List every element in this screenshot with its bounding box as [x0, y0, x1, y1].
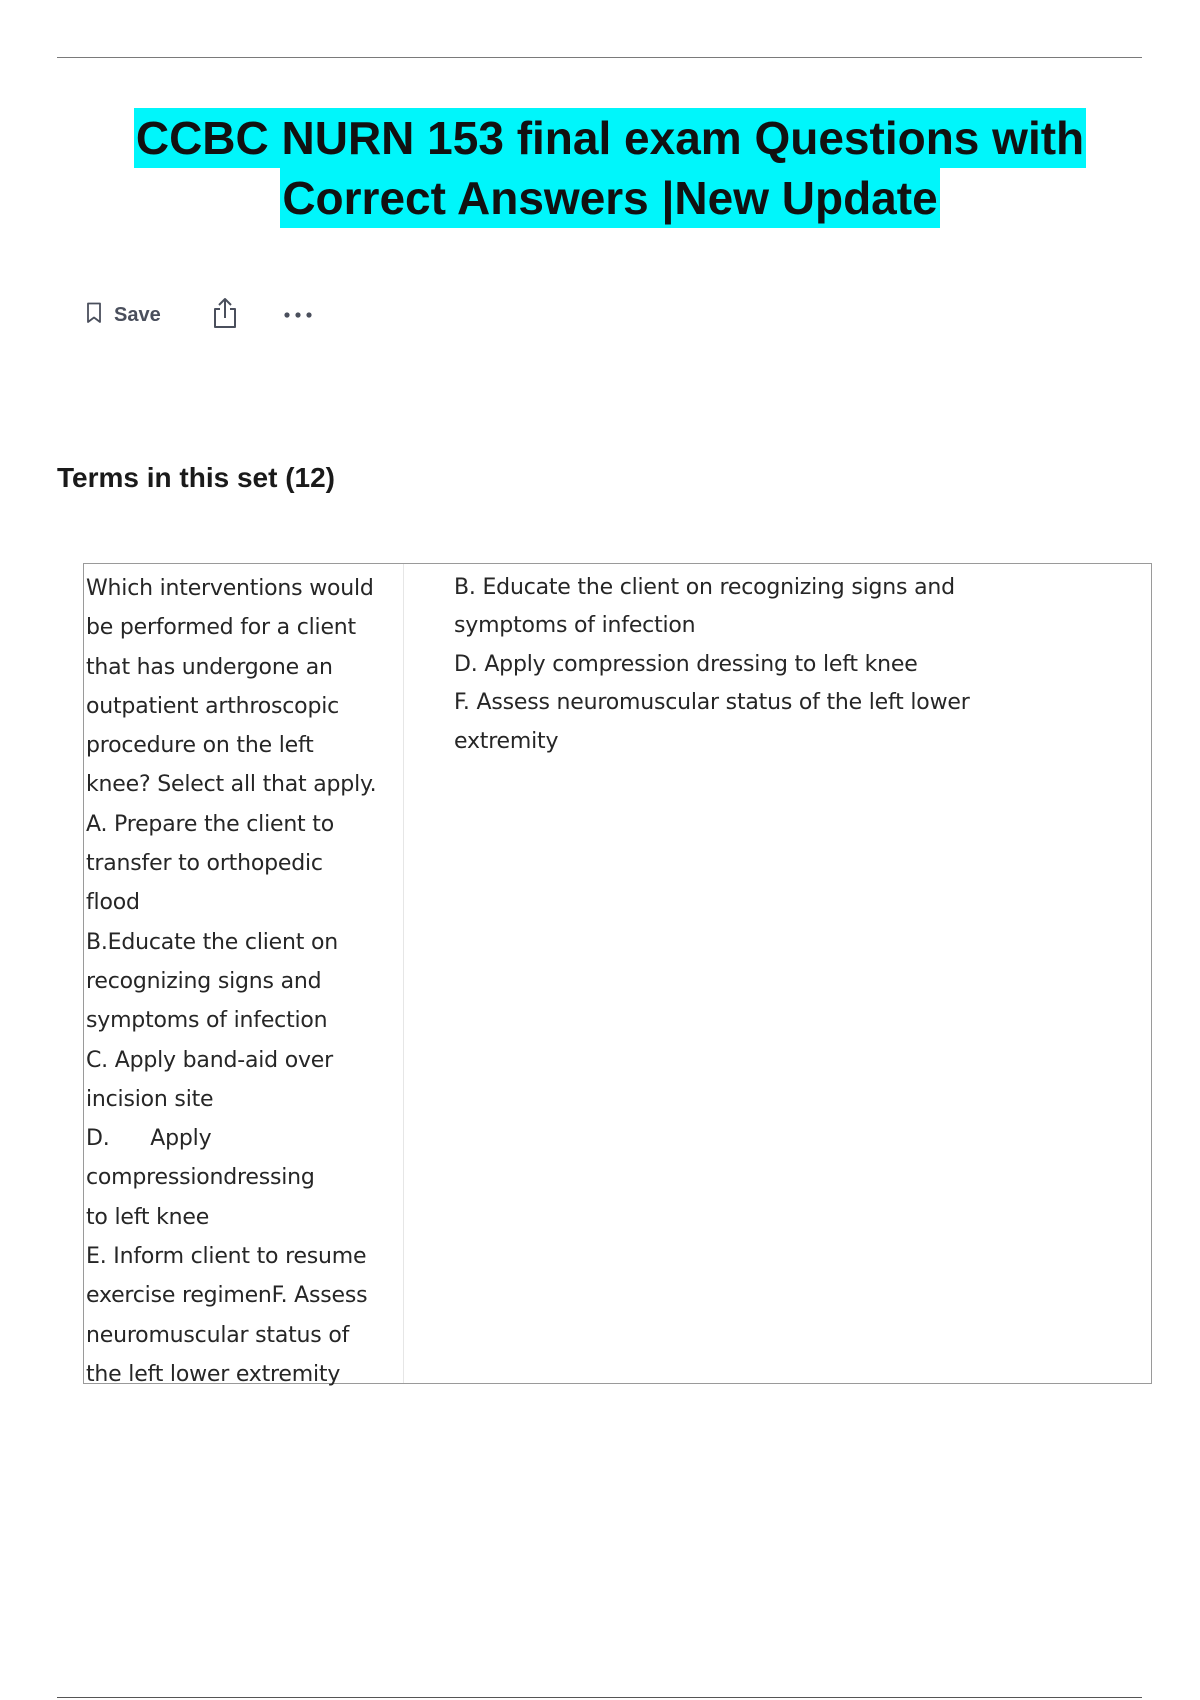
term-card	[83, 563, 1152, 1387]
share-icon	[211, 297, 239, 334]
document-title	[0, 108, 1200, 228]
term-line: flood	[86, 890, 140, 916]
term-line: procedure on the left	[86, 733, 314, 759]
bottom-divider	[57, 1697, 1142, 1698]
term-line: recognizing signs and	[86, 968, 322, 994]
more-options-button[interactable]	[283, 306, 323, 324]
title-line-1: CCBC NURN 153 final exam Questions with	[134, 108, 1086, 168]
term-line: B.Educate the client on	[86, 929, 338, 955]
share-button[interactable]	[211, 297, 283, 334]
definition-line: B. Educate the client on recognizing signs and	[454, 575, 955, 600]
set-toolbar	[86, 295, 323, 335]
save-label: Save	[114, 303, 161, 326]
title-line-2: Correct Answers |New Update	[280, 168, 939, 228]
term-line: C. Apply band-aid over	[86, 1047, 333, 1073]
bookmark-icon	[86, 302, 102, 329]
term-line: be performed for a client	[86, 615, 356, 641]
term-line: D. Apply	[86, 1126, 212, 1152]
term-line: transfer to orthopedic	[86, 851, 323, 877]
term-answer	[404, 564, 1151, 1383]
term-line: exercise regimenF. Assess	[86, 1283, 368, 1309]
term-line: Which interventions would	[86, 576, 374, 601]
term-line: E. Inform client to resume	[86, 1244, 367, 1270]
term-line: neuromuscular status of	[86, 1322, 350, 1348]
term-line: compressiondressing	[86, 1165, 315, 1191]
definition-line: extremity	[454, 728, 559, 754]
definition-line: symptoms of infection	[454, 613, 696, 639]
term-line: to left knee	[86, 1204, 210, 1230]
term-line: knee? Select all that apply.	[86, 772, 377, 798]
term-question	[84, 564, 404, 1387]
term-line: symptoms of infection	[86, 1008, 328, 1034]
term-line: A. Prepare the client to	[86, 811, 334, 837]
definition-line: D. Apply compression dressing to left knee	[454, 651, 918, 677]
term-line: that has undergone an	[86, 654, 333, 680]
top-divider	[57, 57, 1142, 58]
term-line: the left lower extremity	[86, 1361, 341, 1387]
term-line: incision site	[86, 1086, 214, 1112]
more-icon	[283, 306, 313, 324]
term-line: outpatient arthroscopic	[86, 693, 340, 719]
definition-line: F. Assess neuromuscular status of the left lower	[454, 690, 970, 716]
terms-count-heading: Terms in this set (12)	[57, 462, 336, 493]
save-button[interactable]	[86, 302, 211, 329]
